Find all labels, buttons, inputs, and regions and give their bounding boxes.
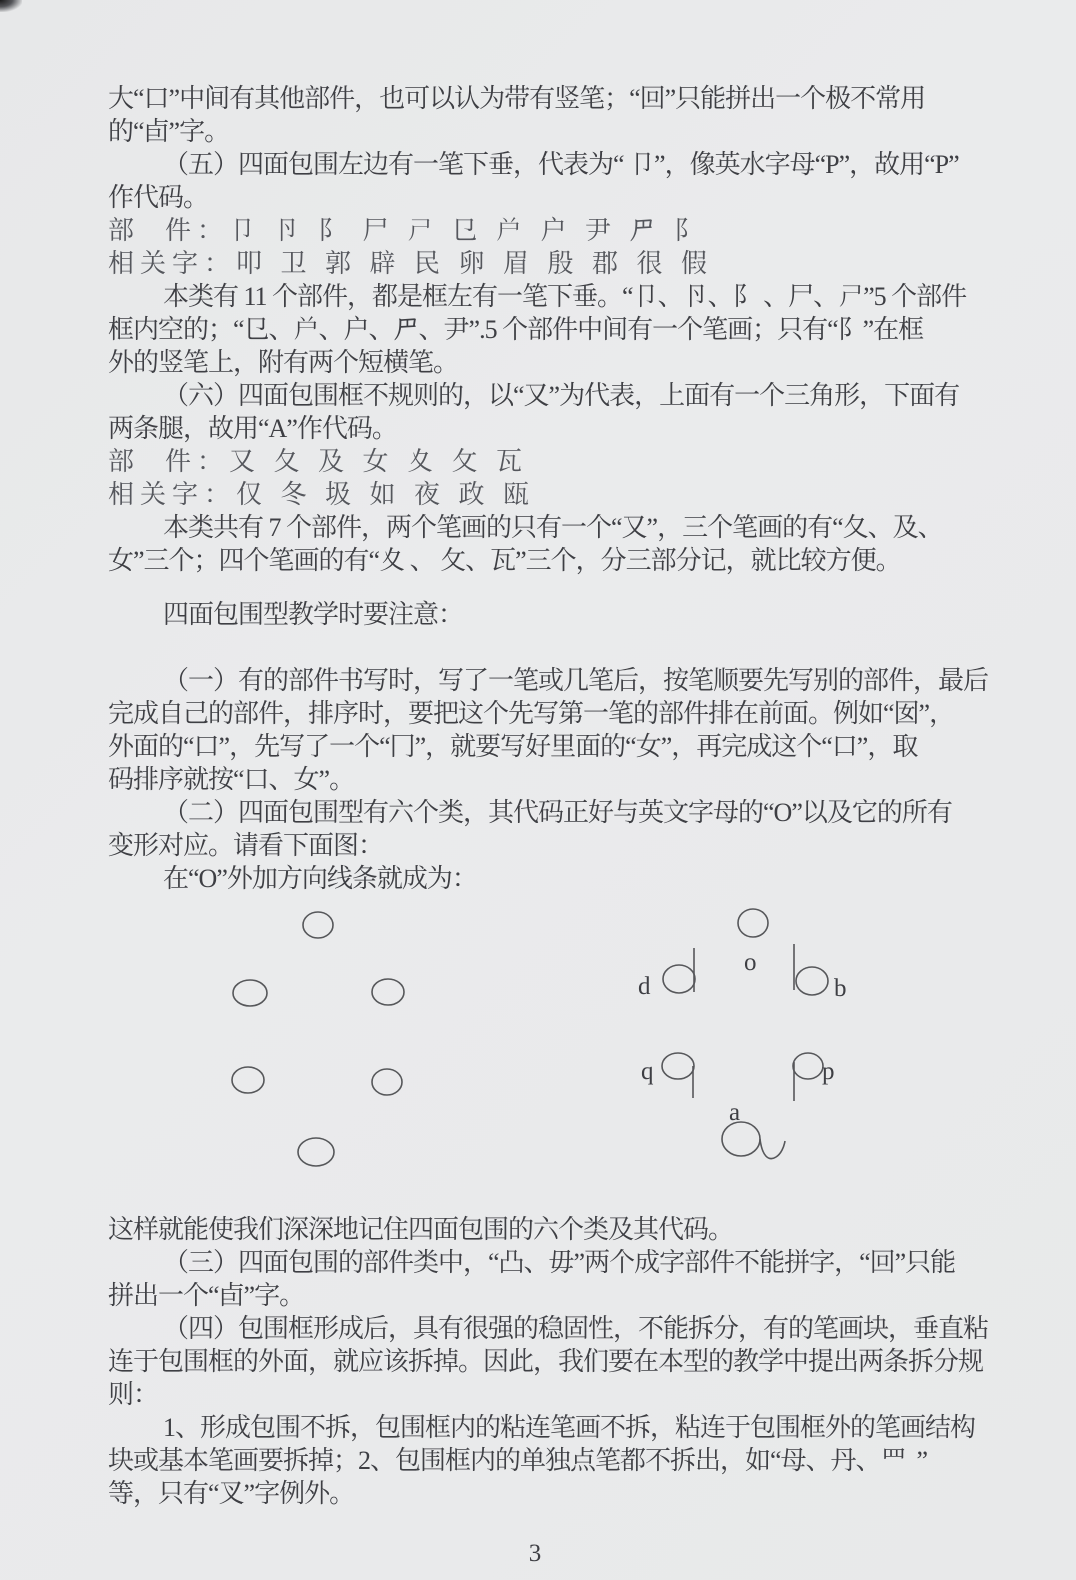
text-line: 两条腿，故用“A”作代码。 — [108, 414, 397, 443]
components-row-p-type: 部 件：卩 卪 阝 尸 𡰣 㔾 𡰤 户 尹 𠃜 阝 — [108, 216, 707, 245]
letter-shapes-group — [638, 909, 846, 1159]
letter-a-label: a — [729, 1099, 740, 1126]
o-variants-diagram — [0, 895, 1076, 1213]
text-line: （三）四面包围的部件类中，“凸、毋”两个成字部件不能拼字，“回”只能 — [163, 1248, 956, 1277]
text-line: 框内空的；“㔾、𡰤、户、𠃜、尹”.5 个部件中间有一个笔画；只有“阝”在框 — [108, 315, 924, 344]
letter-q-label: q — [641, 1058, 653, 1085]
components-row-a-type: 部 件：又 夂 及 女 夊 攵 瓦 — [108, 447, 529, 476]
circle-lower-left — [232, 1067, 264, 1093]
text-line: 外面的“口”，先写了一个“冂”，就要写好里面的“女”，再完成这个“口”，取 — [108, 732, 918, 761]
circle-upper-right — [372, 979, 404, 1005]
document-body — [108, 0, 988, 1510]
text-line: 本类有 11 个部件，都是框左有一笔下垂。“卩、卪、阝 、尸、𡰣”5 个部件 — [163, 282, 967, 311]
a-shape-circle — [722, 1122, 760, 1156]
page-number: 3 — [528, 1540, 542, 1567]
o-variants-diagram-svg — [0, 895, 1076, 1213]
related-chars-row-p-type: 相关字：叩 卫 郭 辟 民 卵 眉 殷 郡 很 假 — [108, 249, 714, 278]
text-line: （四）包围框形成后，具有很强的稳固性，不能拆分，有的笔画块，垂直粘 — [163, 1314, 989, 1343]
p-shape-circle — [793, 1053, 823, 1079]
text-line: 这样就能使我们深深地记住四面包围的六个类及其代码。 — [108, 1215, 734, 1244]
text-line: 1、形成包围不拆，包围框内的粘连笔画不拆，粘连于包围框外的笔画结构 — [163, 1413, 976, 1442]
letter-p-label: p — [822, 1058, 834, 1085]
text-line: 码排序就按“口、女”。 — [108, 765, 355, 794]
text-line: 连于包围框的外面，就应该拆掉。因此，我们要在本型的教学中提出两条拆分规 — [108, 1347, 984, 1376]
circle-top — [303, 912, 333, 938]
text-line: 拼出一个“卣”字。 — [108, 1281, 305, 1310]
circle-bottom — [298, 1138, 334, 1166]
text-line: （一）有的部件书写时，写了一笔或几笔后，按笔顺要先写别的部件，最后 — [163, 666, 989, 695]
d-shape-circle — [663, 965, 695, 993]
b-shape-circle — [796, 967, 828, 995]
circle-upper-left — [233, 980, 267, 1006]
text-line: （六）四面包围框不规则的，以“又”为代表，上面有一个三角形，下面有 — [163, 381, 960, 410]
o-shape-circle — [738, 909, 768, 937]
section-note-heading: 四面包围型教学时要注意： — [163, 600, 464, 629]
letter-o-label: o — [744, 949, 756, 976]
text-line: 在“O”外加方向线条就成为： — [163, 864, 477, 893]
circle-layout-group — [232, 912, 404, 1166]
q-shape-circle — [662, 1053, 694, 1079]
text-line: 变形对应。请看下面图： — [108, 831, 384, 860]
text-line: （二）四面包围型有六个类，其代码正好与英文字母的“O”以及它的所有 — [163, 798, 952, 827]
text-line: 大“口”中间有其他部件，也可以认为带有竖笔；“回”只能拼出一个极不常用 — [108, 84, 926, 113]
text-line: 女”三个；四个笔画的有“夊 、 攵、瓦”三个，分三部分记，就比较方便。 — [108, 546, 901, 575]
text-line: 等，只有“叉”字例外。 — [108, 1479, 355, 1508]
text-line: 完成自己的部件，排序时，要把这个先写第一笔的部件排在前面。例如“囡”， — [108, 699, 955, 728]
text-line: （五）四面包围左边有一笔下垂，代表为“ 卩”，像英水字母“P”，故用“P” — [163, 150, 959, 179]
letter-b-label: b — [834, 975, 846, 1002]
text-line: 则： — [108, 1380, 159, 1409]
letter-d-label: d — [638, 973, 650, 1000]
scan-corner-artifact — [0, 0, 22, 12]
text-line: 外的竖笔上，附有两个短横笔。 — [108, 348, 459, 377]
a-shape-hook — [760, 1139, 785, 1159]
text-line: 作代码。 — [108, 183, 209, 212]
text-line: 本类共有 7 个部件，两个笔画的只有一个“又”，三个笔画的有“夂、及、 — [163, 513, 943, 542]
circle-lower-right — [372, 1069, 402, 1095]
text-line: 块或基本笔画要拆掉；2、包围框内的单独点笔都不拆出，如“母、丹、罒 ” — [108, 1446, 928, 1475]
text-line: 的“卣”字。 — [108, 117, 230, 146]
related-chars-row-a-type: 相关字：仅 冬 圾 如 夜 政 瓯 — [108, 480, 536, 509]
